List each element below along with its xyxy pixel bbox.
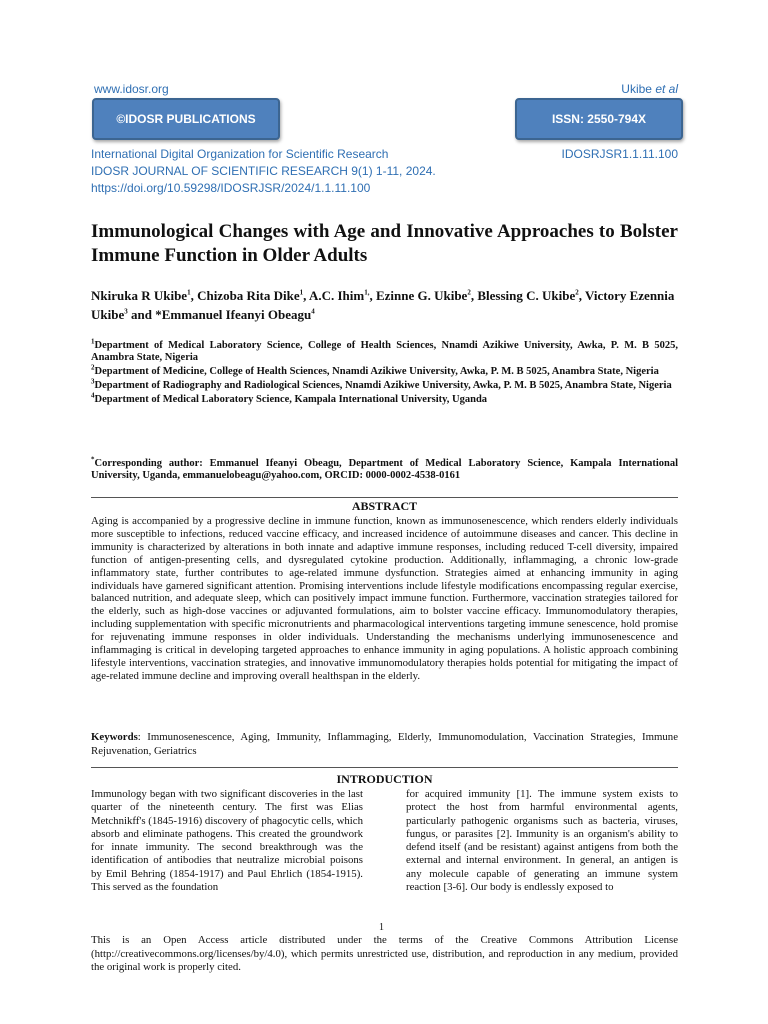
affiliation-4-text: Department of Medical Laboratory Science, Kampala International University, Uganda bbox=[94, 394, 488, 406]
author-name: Chizoba Rita Dike bbox=[197, 288, 300, 303]
affiliation-3-sup: 3 bbox=[91, 377, 95, 386]
author-sup: 1 bbox=[299, 288, 304, 297]
affiliation-1-text: Department of Medical Laboratory Science, College of Health Sciences, Nnamdi Azikiwe University, Awka, P. M. B 5025, Anambra State, Nigeria bbox=[91, 340, 678, 364]
intro-right-column: for acquired immunity [1]. The immune system exists to protect the host from harmful environmental agents, particularly pathogenic organisms such as bacteria, viruses, fungus, or parasites [2]. Immunity is an organism's ability to defend itself (and be resistant) against antigens from both the external and internal environment. In general, an antigen is any molecule capable of generating an immune system reaction [3-6]. Our body is endlessly exposed to bbox=[406, 788, 678, 894]
author-name: Nkiruka R Ukibe bbox=[91, 288, 188, 303]
affiliation-2-sup: 2 bbox=[91, 363, 95, 372]
affiliation-2-text: Department of Medicine, College of Health Sciences, Nnamdi Azikiwe University, Awka, P. M. B 5025, Anambra State, Nigeria bbox=[94, 366, 659, 378]
issn-badge-label: ISSN: 2550-794X bbox=[551, 112, 647, 126]
affiliation-1 bbox=[91, 337, 678, 365]
website-link[interactable]: www.idosr.org bbox=[94, 82, 169, 96]
publisher-badge-label: ©IDOSR PUBLICATIONS bbox=[116, 112, 256, 126]
abstract-heading: ABSTRACT bbox=[351, 499, 418, 513]
intro-left-column: Immunology began with two significant discoveries in the last quarter of the nineteenth century. The first was Elias Metchnikff's (1845-1916) discovery of phagocytic cells, which absorb and eliminate pathogens. This created the groundwork for innate immunity. The second breakthrough was the identification of antibodies that neutralize microbial poisons by Emil Behring (1854-1917) and Paul Ehrlich (1854-1915). This served as the foundation bbox=[91, 788, 363, 894]
keywords-text: : Immunosenescence, Aging, Immunity, Inflammaging, Elderly, Immunomodulation, Vaccination Strategies, Immune Rejuvenation, Geriatrics bbox=[91, 731, 678, 757]
author-short bbox=[618, 82, 678, 96]
page-number: 1 bbox=[379, 922, 384, 933]
abstract-bottom-rule bbox=[91, 767, 678, 768]
affiliation-3-text: Department of Radiography and Radiological Sciences, Nnamdi Azikiwe University, Awka, P. M. B 5025, Anambra State, Nigeria bbox=[94, 380, 672, 392]
author-etal: et al bbox=[655, 82, 678, 96]
affiliation-2 bbox=[91, 363, 678, 378]
journal-line: IDOSR JOURNAL OF SCIENTIFIC RESEARCH 9(1) 1-11, 2024. bbox=[91, 164, 436, 178]
author-sup: 1 bbox=[187, 288, 191, 297]
author-name: *Emmanuel Ifeanyi Obeagu bbox=[155, 307, 312, 322]
license-text: This is an Open Access article distributed under the terms of the Creative Commons Attribution License (http://creativecommons.org/licenses/by/4.0), which permits unrestricted use, distribution, and reproduction in any medium, provided the original work is properly cited. bbox=[91, 934, 678, 973]
introduction-heading: INTRODUCTION bbox=[336, 772, 433, 786]
abstract-top-rule bbox=[91, 497, 678, 498]
author-name: A.C. Ihim bbox=[308, 288, 365, 303]
author-short-name: Ukibe bbox=[621, 82, 652, 96]
author-sup: 4 bbox=[311, 307, 315, 316]
affiliation-3 bbox=[91, 377, 678, 392]
author-sup: 3 bbox=[124, 307, 128, 316]
abstract-text: Aging is accompanied by a progressive decline in immune function, known as immunosenescence, which renders elderly individuals more susceptible to infections, reduced vaccine efficacy, and increased incidence of autoimmune diseases and cancer. This decline in immunity is characterized by alterations in both innate and adaptive immune responses, including reduced T-cell diversity, impaired function of antigen-presenting cells, and dysregulated cytokine production. Additionally, inflammaging, a chronic low-grade inflammatory state, further contributes to age-related immune dysfunction. Strategies aimed at enhancing immunity in aging individuals have garnered significant attention. Promising interventions include lifestyle modifications encompassing regular exercise, balanced nutrition, and adequate sleep, which can positively impact immune function. Furthermore, vaccination strategies tailored for the elderly, such as high-dose vaccines or adjuvanted formulations, aim to bolster vaccine efficacy. Immunomodulatory therapies, including supplementation with specific micronutrients and pharmacological interventions targeting immune senescence, hold promise for rejuvenating immune responses in older individuals. Understanding the mechanisms underlying immunosenescence and inflammaging is critical in developing targeted approaches to enhance immunity in aging populations. A holistic approach combining lifestyle interventions, vaccination strategies, and innovative immunomodulatory therapies holds potential for mitigating the impact of age-related immune decline and improving overall healthspan in the elderly. bbox=[91, 515, 678, 682]
corresponding-sup: * bbox=[91, 455, 95, 464]
doi-link[interactable]: https://doi.org/10.59298/IDOSRJSR/2024/1.1.11.100 bbox=[91, 181, 371, 195]
issn-badge bbox=[515, 98, 683, 140]
author-sup: 2 bbox=[467, 288, 471, 297]
org-name: International Digital Organization for Scientific Research bbox=[91, 147, 389, 161]
keywords bbox=[91, 731, 678, 758]
author-sup: 1, bbox=[364, 288, 370, 297]
publisher-badge bbox=[92, 98, 280, 140]
affiliations bbox=[91, 337, 678, 408]
author-name: Ezinne G. Ukibe bbox=[375, 288, 468, 303]
corresponding-author bbox=[91, 455, 678, 483]
article-id-link[interactable]: IDOSRJSR1.1.11.100 bbox=[561, 147, 678, 161]
author-list: Nkiruka R Ukibe$^1$, Chizoba Rita Dike$^1$, A.C. Ihim$^{1,}$, Ezinne G. Ukibe$^2$, Blessing C. Ukibe$^2$, Victory Ezennia Ukibe$^3$ and *Emmanuel Ifeanyi Obeagu$^4$ bbox=[91, 288, 675, 322]
corresponding-text: Corresponding author: Emmanuel Ifeanyi Obeagu, Department of Medical Laboratory Science, Kampala International University, Uganda, emmanuelobeagu@yahoo.com, ORCID: 0000-0002-4538-0161 bbox=[91, 458, 678, 482]
affiliation-4-sup: 4 bbox=[91, 391, 95, 400]
affiliation-4 bbox=[91, 391, 678, 406]
keywords-label: Keywords bbox=[91, 731, 138, 743]
author-name: Blessing C. Ukibe bbox=[477, 288, 576, 303]
article-title: Immunological Changes with Age and Innovative Approaches to Bolster Immune Function in Older Adults bbox=[91, 221, 678, 266]
author-sup: 2 bbox=[575, 288, 579, 297]
affiliation-1-sup: 1 bbox=[91, 337, 95, 346]
author-name: Victory Ezennia Ukibe bbox=[91, 288, 675, 322]
